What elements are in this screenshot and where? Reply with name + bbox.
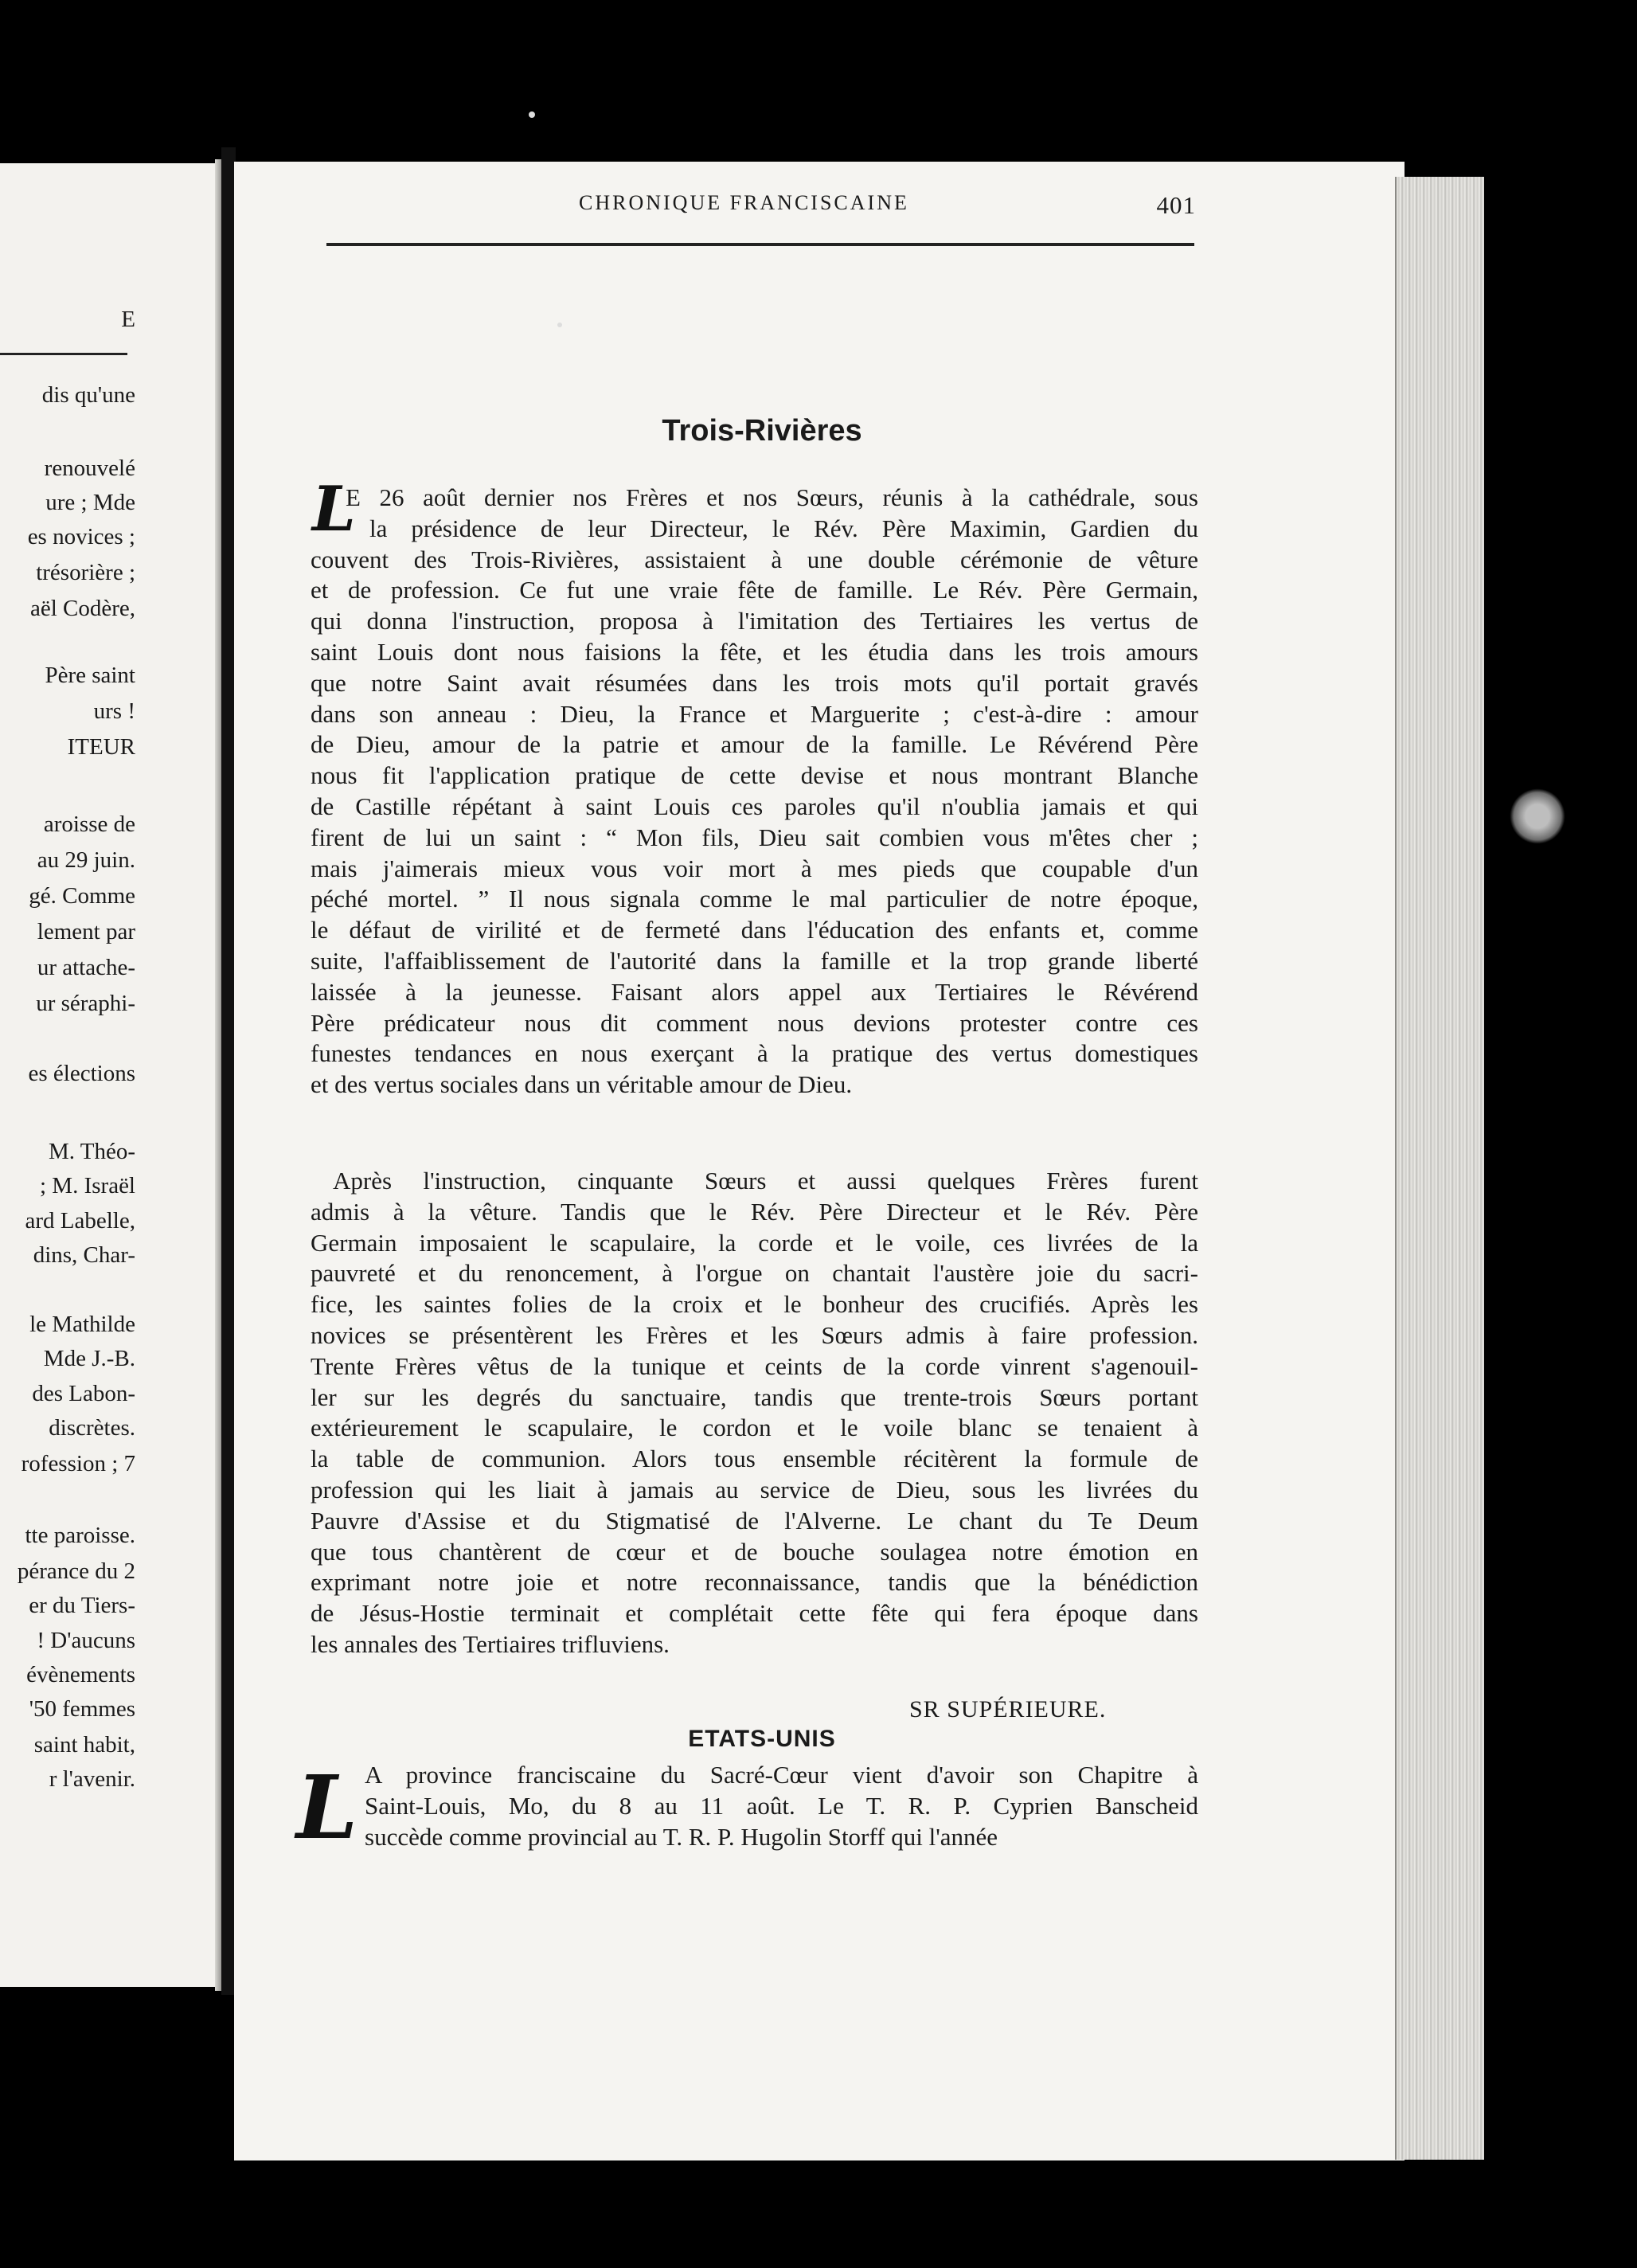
- text-line: que notre Saint avait résumées dans les trois mots qu'il portait gravés: [311, 668, 1198, 697]
- dust-speck: [557, 323, 562, 327]
- text-line: exprimant notre joie et notre reconnaissance, tandis que la bénédiction: [311, 1568, 1198, 1597]
- header-rule: [326, 243, 1194, 246]
- text-line: et de profession. Ce fut une vraie fête de famille. Le Rév. Père Germain,: [311, 576, 1198, 604]
- text-line: Pauvre d'Assise et du Stigmatisé de l'Alverne. Le chant du Te Deum: [311, 1506, 1198, 1535]
- text-line: succède comme provincial au T. R. P. Hugolin Storff qui l'année: [365, 1822, 998, 1851]
- left-page-line: rofession ; 7: [21, 1451, 135, 1476]
- text-line: mais j'aimerais mieux vous voir mort à mes pieds que coupable d'un: [311, 854, 1198, 882]
- text-line: la présidence de leur Directeur, le Rév. Père Maximin, Gardien du: [369, 514, 1198, 542]
- left-page-line: '50 femmes: [29, 1696, 135, 1722]
- left-page-line: Père saint: [45, 663, 135, 688]
- text-line: firent de lui un saint : “ Mon fils, Dieu sait combien vous m'êtes cher ;: [311, 823, 1198, 851]
- drop-cap: L: [312, 473, 356, 545]
- text-line: nous fit l'application pratique de cette devise et nous montrant Blanche: [311, 761, 1198, 790]
- left-page-line: évènements: [26, 1662, 135, 1687]
- left-page-line: le Mathilde: [29, 1312, 135, 1337]
- page-header: [328, 191, 1196, 239]
- text-line: saint Louis dont nous faisions la fête, et les étudia dans les trois amours: [311, 637, 1198, 666]
- left-page-rule: [0, 353, 127, 355]
- left-page-column: [0, 163, 221, 1987]
- text-line: les annales des Tertiaires trifluviens.: [311, 1629, 670, 1658]
- paragraph-2: [311, 1166, 1198, 1660]
- text-line: Trente Frères vêtus de la tunique et ceints de la corde vinrent s'agenouil-: [311, 1351, 1198, 1380]
- signature: SR SUPÉRIEURE.: [909, 1696, 1107, 1723]
- text-line: que tous chantèrent de cœur et de bouche soulagea notre émotion en: [311, 1537, 1198, 1566]
- text-line: novices se présentèrent les Frères et les Sœurs admis à faire profession.: [311, 1320, 1198, 1349]
- left-page-line: pérance du 2: [17, 1558, 135, 1584]
- left-page-line: aël Codère,: [29, 596, 135, 621]
- text-line: Après l'instruction, cinquante Sœurs et aussi quelques Frères furent: [333, 1167, 1198, 1195]
- text-line: la table de communion. Alors tous ensemble récitèrent la formule de: [311, 1445, 1198, 1473]
- text-line: et des vertus sociales dans un véritable amour de Dieu.: [311, 1070, 853, 1099]
- text-line: suite, l'affaiblissement de l'autorité dans la famille et la trop grande liberté: [311, 946, 1198, 975]
- left-page-line: ur attache-: [37, 955, 135, 980]
- left-page-line: saint habit,: [33, 1732, 135, 1758]
- left-page-line: gé. Comme: [29, 883, 135, 909]
- left-page-line: au 29 juin.: [37, 847, 135, 873]
- text-line: ler sur les degrés du sanctuaire, tandis que trente-trois Sœurs portant: [311, 1382, 1198, 1411]
- text-line: le défaut de virilité et de fermeté dans l'éducation des enfants et, comme: [311, 916, 1198, 944]
- left-page-line: tte paroisse.: [25, 1523, 135, 1548]
- text-line: pauvreté et du renoncement, à l'orgue on chantait l'austère joie du sacri-: [311, 1259, 1198, 1288]
- left-page-line: dins, Char-: [33, 1242, 135, 1268]
- text-line: Saint-Louis, Mo, du 8 au 11 août. Le T. R. P. Cyprien Banscheid: [365, 1791, 1198, 1820]
- left-page-line: ITEUR: [67, 734, 135, 760]
- dust-speck: [529, 111, 535, 118]
- left-page-line: aroisse de: [43, 811, 135, 837]
- left-page-line: Mde J.-B.: [43, 1346, 135, 1371]
- left-page-line: ure ; Mde: [45, 490, 135, 515]
- drop-cap-2: L: [296, 1756, 358, 1859]
- left-page-line: ur séraphi-: [36, 991, 135, 1016]
- text-line: A province franciscaine du Sacré-Cœur vient d'avoir son Chapitre à: [365, 1761, 1198, 1789]
- text-line: de Dieu, amour de la patrie et amour de la famille. Le Révérend Père: [311, 730, 1198, 759]
- text-line: E 26 août dernier nos Frères et nos Sœurs, réunis à la cathédrale, sous: [346, 483, 1198, 511]
- text-line: admis à la vêture. Tandis que le Rév. Père Directeur et le Rév. Père: [311, 1197, 1198, 1226]
- left-page-line: es élections: [28, 1061, 135, 1086]
- text-line: extérieurement le scapulaire, le cordon et le voile blanc se tenaient à: [311, 1414, 1198, 1442]
- right-page: [234, 162, 1405, 2160]
- left-page-line: ! D'aucuns: [37, 1628, 135, 1653]
- text-line: péché mortel. ” Il nous signala comme le mal particulier de notre époque,: [311, 885, 1198, 913]
- text-line: Germain imposaient le scapulaire, la corde et le voile, ces livrées de la: [311, 1228, 1198, 1257]
- left-page-line: des Labon-: [32, 1381, 135, 1406]
- text-line: dans son anneau : Dieu, la France et Marguerite ; c'est-à-dire : amour: [311, 699, 1198, 728]
- left-page-line: ; M. Israël: [40, 1173, 135, 1199]
- paragraph-1: [311, 483, 1198, 1101]
- text-line: de Jésus-Hostie terminait et complétait cette fête qui fera époque dans: [311, 1599, 1198, 1628]
- left-page-line: er du Tiers-: [29, 1593, 135, 1618]
- text-line: couvent des Trois-Rivières, assistaient à une double cérémonie de vêture: [311, 545, 1198, 573]
- text-line: profession qui les liait à jamais au service de Dieu, sous les livrées du: [311, 1475, 1198, 1504]
- moth-speck: [1510, 788, 1565, 844]
- left-page-line: M. Théo-: [48, 1139, 135, 1164]
- left-page-line: ard Labelle,: [25, 1208, 135, 1234]
- left-page-line: trésorière ;: [36, 560, 135, 585]
- running-head: CHRONIQUE FRANCISCAINE: [579, 191, 909, 214]
- left-page-line: lement par: [37, 919, 135, 944]
- section-title-etats-unis: ETATS-UNIS: [688, 1726, 836, 1752]
- text-line: fice, les saintes folies de la croix et le bonheur des crucifiés. Après les: [311, 1290, 1198, 1319]
- text-line: Père prédicateur nous dit comment nous devions protester contre ces: [311, 1008, 1198, 1037]
- left-page-line: es novices ;: [27, 524, 135, 549]
- left-page-line: discrètes.: [49, 1415, 135, 1441]
- left-page-line: E: [121, 307, 135, 332]
- paragraph-3: [311, 1760, 1198, 1852]
- page-edges: [1395, 177, 1484, 2160]
- left-page-line: dis qu'une: [41, 382, 135, 408]
- left-page-line: renouvelé: [44, 456, 135, 481]
- text-line: qui donna l'instruction, proposa à l'imitation des Tertiaires les vertus de: [311, 607, 1198, 635]
- left-page-line: r l'avenir.: [49, 1766, 135, 1792]
- left-page: [0, 163, 221, 1987]
- section-title-trois-rivieres: Trois-Rivières: [662, 414, 862, 448]
- text-line: funestes tendances en nous exerçant à la pratique des vertus domestiques: [311, 1039, 1198, 1068]
- left-page-line: urs !: [93, 698, 135, 724]
- page-number: 401: [1156, 191, 1196, 219]
- text-line: de Castille répétant à saint Louis ces paroles qu'il n'oublia jamais et qui: [311, 792, 1198, 820]
- text-line: laissée à la jeunesse. Faisant alors appel aux Tertiaires le Révérend: [311, 977, 1198, 1006]
